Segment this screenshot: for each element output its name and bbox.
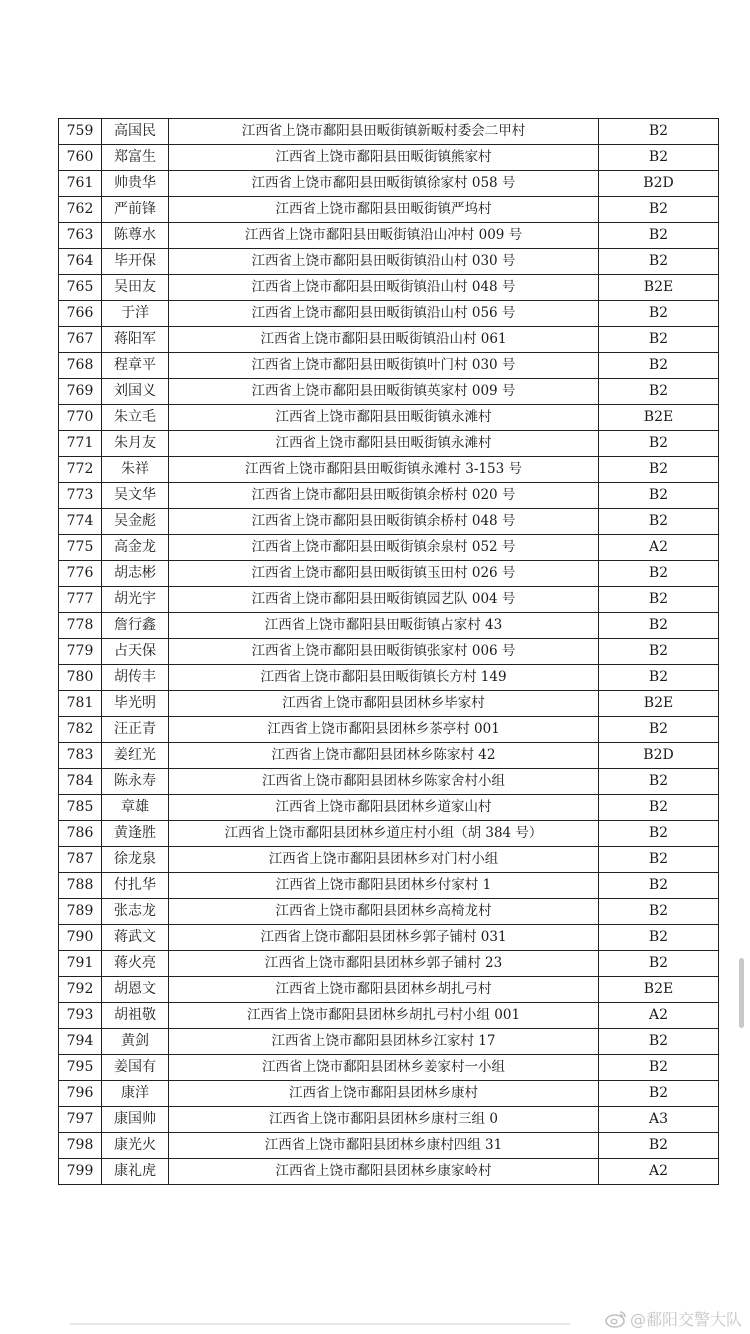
table-row [59, 197, 719, 223]
license-class-cell: B2 [599, 899, 719, 925]
license-class-cell: B2 [599, 379, 719, 405]
row-number-cell: 759 [59, 119, 102, 145]
table-row [59, 847, 719, 873]
address-cell: 江西省上饶市鄱阳县团林乡胡扎弓村 [169, 977, 599, 1003]
license-class-cell: B2 [599, 1055, 719, 1081]
name-cell: 康礼虎 [102, 1159, 169, 1185]
license-class-cell: A3 [599, 1107, 719, 1133]
license-class-cell: B2 [599, 197, 719, 223]
license-class-cell: B2 [599, 145, 719, 171]
license-class-cell: B2 [599, 327, 719, 353]
row-number-cell: 791 [59, 951, 102, 977]
address-cell: 江西省上饶市鄱阳县田畈街镇永滩村 3-153 号 [169, 457, 599, 483]
name-cell: 朱立毛 [102, 405, 169, 431]
row-number-cell: 765 [59, 275, 102, 301]
address-cell: 江西省上饶市鄱阳县田畈街镇英家村 009 号 [169, 379, 599, 405]
row-number-cell: 767 [59, 327, 102, 353]
watermark [605, 1307, 742, 1330]
name-cell: 陈永寿 [102, 769, 169, 795]
address-cell: 江西省上饶市鄱阳县田畈街镇长方村 149 [169, 665, 599, 691]
address-cell: 江西省上饶市鄱阳县团林乡道庄村小组（胡 384 号） [169, 821, 599, 847]
name-cell: 黄剑 [102, 1029, 169, 1055]
row-number-cell: 797 [59, 1107, 102, 1133]
name-cell: 吴金彪 [102, 509, 169, 535]
table-row [59, 171, 719, 197]
scrollbar[interactable] [739, 958, 744, 1028]
name-cell: 康国帅 [102, 1107, 169, 1133]
table-row [59, 795, 719, 821]
table-row [59, 119, 719, 145]
address-cell: 江西省上饶市鄱阳县团林乡陈家村 42 [169, 743, 599, 769]
name-cell: 毕光明 [102, 691, 169, 717]
row-number-cell: 777 [59, 587, 102, 613]
table-row [59, 769, 719, 795]
table-row [59, 1003, 719, 1029]
license-class-cell: B2 [599, 821, 719, 847]
table-row [59, 587, 719, 613]
name-cell: 帅贵华 [102, 171, 169, 197]
license-class-cell: B2 [599, 249, 719, 275]
table-row [59, 899, 719, 925]
name-cell: 黄逢胜 [102, 821, 169, 847]
license-class-cell: B2E [599, 691, 719, 717]
table-row [59, 353, 719, 379]
address-cell: 江西省上饶市鄱阳县团林乡康家岭村 [169, 1159, 599, 1185]
name-cell: 程章平 [102, 353, 169, 379]
table-row [59, 613, 719, 639]
name-cell: 蒋阳军 [102, 327, 169, 353]
row-number-cell: 786 [59, 821, 102, 847]
address-cell: 江西省上饶市鄱阳县团林乡康村 [169, 1081, 599, 1107]
table-row [59, 1159, 719, 1185]
table-row [59, 1133, 719, 1159]
row-number-cell: 796 [59, 1081, 102, 1107]
address-cell: 江西省上饶市鄱阳县团林乡郭子铺村 23 [169, 951, 599, 977]
row-number-cell: 790 [59, 925, 102, 951]
row-number-cell: 781 [59, 691, 102, 717]
row-number-cell: 793 [59, 1003, 102, 1029]
table-row [59, 743, 719, 769]
name-cell: 康洋 [102, 1081, 169, 1107]
license-class-cell: B2 [599, 457, 719, 483]
address-cell: 江西省上饶市鄱阳县田畈街镇永滩村 [169, 431, 599, 457]
name-cell: 詹行鑫 [102, 613, 169, 639]
table-row [59, 145, 719, 171]
row-number-cell: 769 [59, 379, 102, 405]
table-row [59, 1055, 719, 1081]
license-class-cell: B2 [599, 301, 719, 327]
row-number-cell: 788 [59, 873, 102, 899]
license-class-cell: B2 [599, 717, 719, 743]
address-cell: 江西省上饶市鄱阳县田畈街镇新畈村委会二甲村 [169, 119, 599, 145]
address-cell: 江西省上饶市鄱阳县团林乡茶亭村 001 [169, 717, 599, 743]
address-cell: 江西省上饶市鄱阳县田畈街镇沿山村 061 [169, 327, 599, 353]
name-cell: 胡传丰 [102, 665, 169, 691]
table-row [59, 1081, 719, 1107]
name-cell: 徐龙泉 [102, 847, 169, 873]
license-class-cell: B2D [599, 171, 719, 197]
license-class-cell: B2 [599, 665, 719, 691]
address-cell: 江西省上饶市鄱阳县田畈街镇叶门村 030 号 [169, 353, 599, 379]
address-cell: 江西省上饶市鄱阳县田畈街镇余泉村 052 号 [169, 535, 599, 561]
license-class-cell: B2 [599, 353, 719, 379]
row-number-cell: 776 [59, 561, 102, 587]
table-row [59, 483, 719, 509]
license-class-cell: B2 [599, 561, 719, 587]
license-class-cell: B2D [599, 743, 719, 769]
table-row [59, 223, 719, 249]
row-number-cell: 795 [59, 1055, 102, 1081]
table-row [59, 379, 719, 405]
license-class-cell: B2 [599, 795, 719, 821]
address-cell: 江西省上饶市鄱阳县团林乡姜家村一小组 [169, 1055, 599, 1081]
row-number-cell: 787 [59, 847, 102, 873]
table-row [59, 821, 719, 847]
license-class-cell: B2 [599, 847, 719, 873]
license-class-cell: B2 [599, 431, 719, 457]
license-class-cell: B2 [599, 1081, 719, 1107]
table-row [59, 457, 719, 483]
row-number-cell: 771 [59, 431, 102, 457]
address-cell: 江西省上饶市鄱阳县田畈街镇徐家村 058 号 [169, 171, 599, 197]
name-cell: 高金龙 [102, 535, 169, 561]
name-cell: 姜国有 [102, 1055, 169, 1081]
address-cell: 江西省上饶市鄱阳县团林乡江家村 17 [169, 1029, 599, 1055]
watermark-text: @鄱阳交警大队 [629, 1310, 742, 1329]
table-row [59, 925, 719, 951]
table-row [59, 639, 719, 665]
name-cell: 吴文华 [102, 483, 169, 509]
address-cell: 江西省上饶市鄱阳县田畈街镇玉田村 026 号 [169, 561, 599, 587]
license-class-cell: B2 [599, 1133, 719, 1159]
address-cell: 江西省上饶市鄱阳县团林乡陈家舍村小组 [169, 769, 599, 795]
address-cell: 江西省上饶市鄱阳县田畈街镇占家村 43 [169, 613, 599, 639]
license-class-cell: B2 [599, 639, 719, 665]
row-number-cell: 768 [59, 353, 102, 379]
license-class-cell: B2 [599, 483, 719, 509]
row-number-cell: 774 [59, 509, 102, 535]
license-class-cell: B2 [599, 587, 719, 613]
table-row [59, 301, 719, 327]
license-class-cell: B2 [599, 1029, 719, 1055]
license-class-cell: B2 [599, 769, 719, 795]
table-row [59, 535, 719, 561]
weibo-icon [605, 1310, 627, 1328]
table-row [59, 1107, 719, 1133]
name-cell: 朱祥 [102, 457, 169, 483]
row-number-cell: 778 [59, 613, 102, 639]
row-number-cell: 764 [59, 249, 102, 275]
license-class-cell: B2E [599, 405, 719, 431]
table-row [59, 1029, 719, 1055]
address-cell: 江西省上饶市鄱阳县田畈街镇永滩村 [169, 405, 599, 431]
address-cell: 江西省上饶市鄱阳县田畈街镇余桥村 048 号 [169, 509, 599, 535]
license-class-cell: B2 [599, 509, 719, 535]
row-number-cell: 772 [59, 457, 102, 483]
row-number-cell: 799 [59, 1159, 102, 1185]
address-cell: 江西省上饶市鄱阳县团林乡毕家村 [169, 691, 599, 717]
address-cell: 江西省上饶市鄱阳县团林乡高椅龙村 [169, 899, 599, 925]
license-class-cell: B2 [599, 613, 719, 639]
address-cell: 江西省上饶市鄱阳县团林乡郭子铺村 031 [169, 925, 599, 951]
row-number-cell: 798 [59, 1133, 102, 1159]
license-class-cell: A2 [599, 1003, 719, 1029]
address-cell: 江西省上饶市鄱阳县团林乡康村三组 0 [169, 1107, 599, 1133]
row-number-cell: 775 [59, 535, 102, 561]
name-cell: 郑富生 [102, 145, 169, 171]
name-cell: 朱月友 [102, 431, 169, 457]
address-cell: 江西省上饶市鄱阳县田畈街镇沿山村 030 号 [169, 249, 599, 275]
name-cell: 刘国义 [102, 379, 169, 405]
license-list-table [58, 118, 719, 1185]
row-number-cell: 760 [59, 145, 102, 171]
name-cell: 康光火 [102, 1133, 169, 1159]
address-cell: 江西省上饶市鄱阳县田畈街镇沿山村 048 号 [169, 275, 599, 301]
address-cell: 江西省上饶市鄱阳县田畈街镇沿山冲村 009 号 [169, 223, 599, 249]
address-cell: 江西省上饶市鄱阳县团林乡胡扎弓村小组 001 [169, 1003, 599, 1029]
row-number-cell: 784 [59, 769, 102, 795]
row-number-cell: 770 [59, 405, 102, 431]
row-number-cell: 766 [59, 301, 102, 327]
table-row [59, 327, 719, 353]
name-cell: 付扎华 [102, 873, 169, 899]
table-row [59, 665, 719, 691]
name-cell: 姜红光 [102, 743, 169, 769]
row-number-cell: 762 [59, 197, 102, 223]
table-row [59, 873, 719, 899]
name-cell: 陈尊水 [102, 223, 169, 249]
license-class-cell: B2 [599, 223, 719, 249]
row-number-cell: 783 [59, 743, 102, 769]
row-number-cell: 773 [59, 483, 102, 509]
name-cell: 张志龙 [102, 899, 169, 925]
address-cell: 江西省上饶市鄱阳县田畈街镇余桥村 020 号 [169, 483, 599, 509]
license-class-cell: B2 [599, 119, 719, 145]
row-number-cell: 761 [59, 171, 102, 197]
name-cell: 蒋火亮 [102, 951, 169, 977]
name-cell: 吴田友 [102, 275, 169, 301]
address-cell: 江西省上饶市鄱阳县田畈街镇园艺队 004 号 [169, 587, 599, 613]
license-class-cell: A2 [599, 535, 719, 561]
license-class-cell: B2 [599, 873, 719, 899]
bottom-divider [70, 1323, 570, 1325]
license-class-cell: A2 [599, 1159, 719, 1185]
address-cell: 江西省上饶市鄱阳县田畈街镇沿山村 056 号 [169, 301, 599, 327]
table-row [59, 275, 719, 301]
row-number-cell: 763 [59, 223, 102, 249]
name-cell: 蒋武文 [102, 925, 169, 951]
table-row [59, 509, 719, 535]
table-row [59, 951, 719, 977]
name-cell: 汪正青 [102, 717, 169, 743]
table-row [59, 431, 719, 457]
address-cell: 江西省上饶市鄱阳县田畈街镇严坞村 [169, 197, 599, 223]
name-cell: 胡志彬 [102, 561, 169, 587]
name-cell: 胡祖敬 [102, 1003, 169, 1029]
row-number-cell: 780 [59, 665, 102, 691]
license-class-cell: B2 [599, 951, 719, 977]
table-row [59, 717, 719, 743]
address-cell: 江西省上饶市鄱阳县田畈街镇张家村 006 号 [169, 639, 599, 665]
address-cell: 江西省上饶市鄱阳县团林乡付家村 1 [169, 873, 599, 899]
row-number-cell: 789 [59, 899, 102, 925]
table-row [59, 977, 719, 1003]
row-number-cell: 779 [59, 639, 102, 665]
row-number-cell: 782 [59, 717, 102, 743]
table-row [59, 249, 719, 275]
license-class-cell: B2E [599, 977, 719, 1003]
name-cell: 毕开保 [102, 249, 169, 275]
name-cell: 占天保 [102, 639, 169, 665]
address-cell: 江西省上饶市鄱阳县团林乡道家山村 [169, 795, 599, 821]
name-cell: 章雄 [102, 795, 169, 821]
address-cell: 江西省上饶市鄱阳县团林乡对门村小组 [169, 847, 599, 873]
table-row [59, 405, 719, 431]
row-number-cell: 785 [59, 795, 102, 821]
name-cell: 于洋 [102, 301, 169, 327]
name-cell: 胡光宇 [102, 587, 169, 613]
name-cell: 高国民 [102, 119, 169, 145]
table-body [59, 119, 719, 1185]
address-cell: 江西省上饶市鄱阳县团林乡康村四组 31 [169, 1133, 599, 1159]
table-row [59, 691, 719, 717]
license-class-cell: B2E [599, 275, 719, 301]
table-row [59, 561, 719, 587]
name-cell: 胡恩文 [102, 977, 169, 1003]
name-cell: 严前锋 [102, 197, 169, 223]
license-class-cell: B2 [599, 925, 719, 951]
row-number-cell: 792 [59, 977, 102, 1003]
address-cell: 江西省上饶市鄱阳县田畈街镇熊家村 [169, 145, 599, 171]
row-number-cell: 794 [59, 1029, 102, 1055]
